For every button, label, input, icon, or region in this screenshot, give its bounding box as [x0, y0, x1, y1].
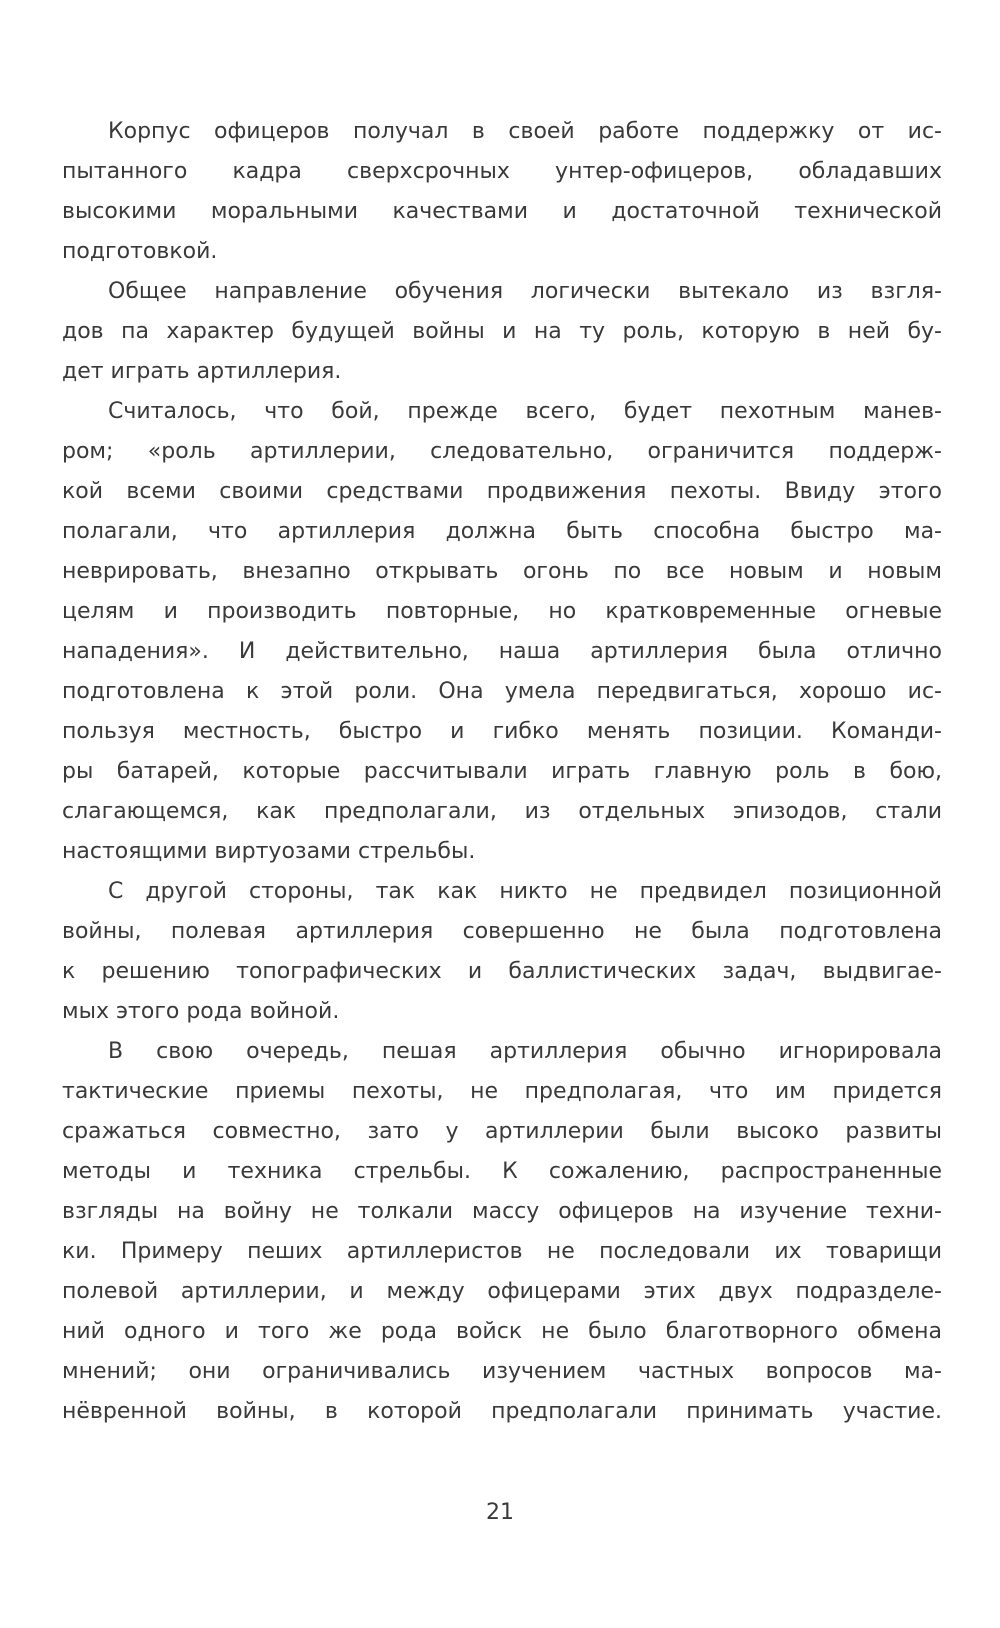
paragraph: [62, 392, 942, 872]
text-line: сражаться совместно, зато у артиллерии были высоко развиты: [62, 1119, 942, 1144]
text-line: высокими моральными качествами и достаточной технической: [62, 199, 942, 224]
text-line: ром; «роль артиллерии, следовательно, ограничится поддерж-: [62, 439, 942, 464]
text-line: ний одного и того же рода войск не было благотворного обмена: [62, 1319, 942, 1344]
text-line: ры батарей, которые рассчитывали играть главную роль в бою,: [62, 759, 942, 784]
text-line: мнений; они ограничивались изучением частных вопросов ма-: [62, 1359, 942, 1384]
text-line: подготовкой.: [62, 239, 218, 264]
text-line: Считалось, что бой, прежде всего, будет пехотным манев-: [108, 399, 942, 424]
text-line: дет играть артиллерия.: [62, 359, 342, 384]
text-line: к решению топографических и баллистических задач, выдвигае-: [62, 959, 942, 984]
text-line: пытанного кадра сверхсрочных унтер-офицеров, обладавших: [62, 159, 942, 184]
text-line: взгляды на войну не толкали массу офицеров на изучение техни-: [62, 1199, 942, 1224]
text-line: целям и производить повторные, но кратковременные огневые: [62, 599, 942, 624]
text-line: настоящими виртуозами стрельбы.: [62, 839, 476, 864]
paragraph: [62, 1032, 942, 1432]
text-line: пользуя местность, быстро и гибко менять позиции. Команди-: [62, 719, 942, 744]
text-line: нёвренной войны, в которой предполагали принимать участие.: [62, 1399, 942, 1424]
text-line: полагали, что артиллерия должна быть способна быстро ма-: [62, 519, 942, 544]
text-line: нападения». И действительно, наша артиллерия была отлично: [62, 639, 942, 664]
text-line: неврировать, внезапно открывать огонь по все новым и новым: [62, 559, 942, 584]
text-line: Общее направление обучения логически вытекало из взгля-: [108, 279, 942, 304]
text-line: кой всеми своими средствами продвижения пехоты. Ввиду этого: [62, 479, 942, 504]
paragraph: [62, 272, 942, 392]
text-line: войны, полевая артиллерия совершенно не была подготовлена: [62, 919, 942, 944]
text-line: мых этого рода войной.: [62, 999, 340, 1024]
text-line: полевой артиллерии, и между офицерами этих двух подразделе-: [62, 1279, 942, 1304]
text-line: подготовлена к этой роли. Она умела передвигаться, хорошо ис-: [62, 679, 942, 704]
text-line: методы и техника стрельбы. К сожалению, распространенные: [62, 1159, 942, 1184]
page-number: 21: [486, 1500, 514, 1525]
body-text: [62, 112, 942, 1432]
text-line: Корпус офицеров получал в своей работе поддержку от ис-: [108, 119, 942, 144]
text-line: слагающемся, как предполагали, из отдельных эпизодов, стали: [62, 799, 942, 824]
paragraph: [62, 112, 942, 272]
text-line: ки. Примеру пеших артиллеристов не последовали их товарищи: [62, 1239, 942, 1264]
text-line: С другой стороны, так как никто не предвидел позиционной: [108, 879, 942, 904]
paragraph: [62, 872, 942, 1032]
text-line: тактические приемы пехоты, не предполагая, что им придется: [62, 1079, 942, 1104]
text-line: В свою очередь, пешая артиллерия обычно игнорировала: [108, 1039, 942, 1064]
text-line: дов па характер будущей войны и на ту роль, которую в ней бу-: [62, 319, 942, 344]
